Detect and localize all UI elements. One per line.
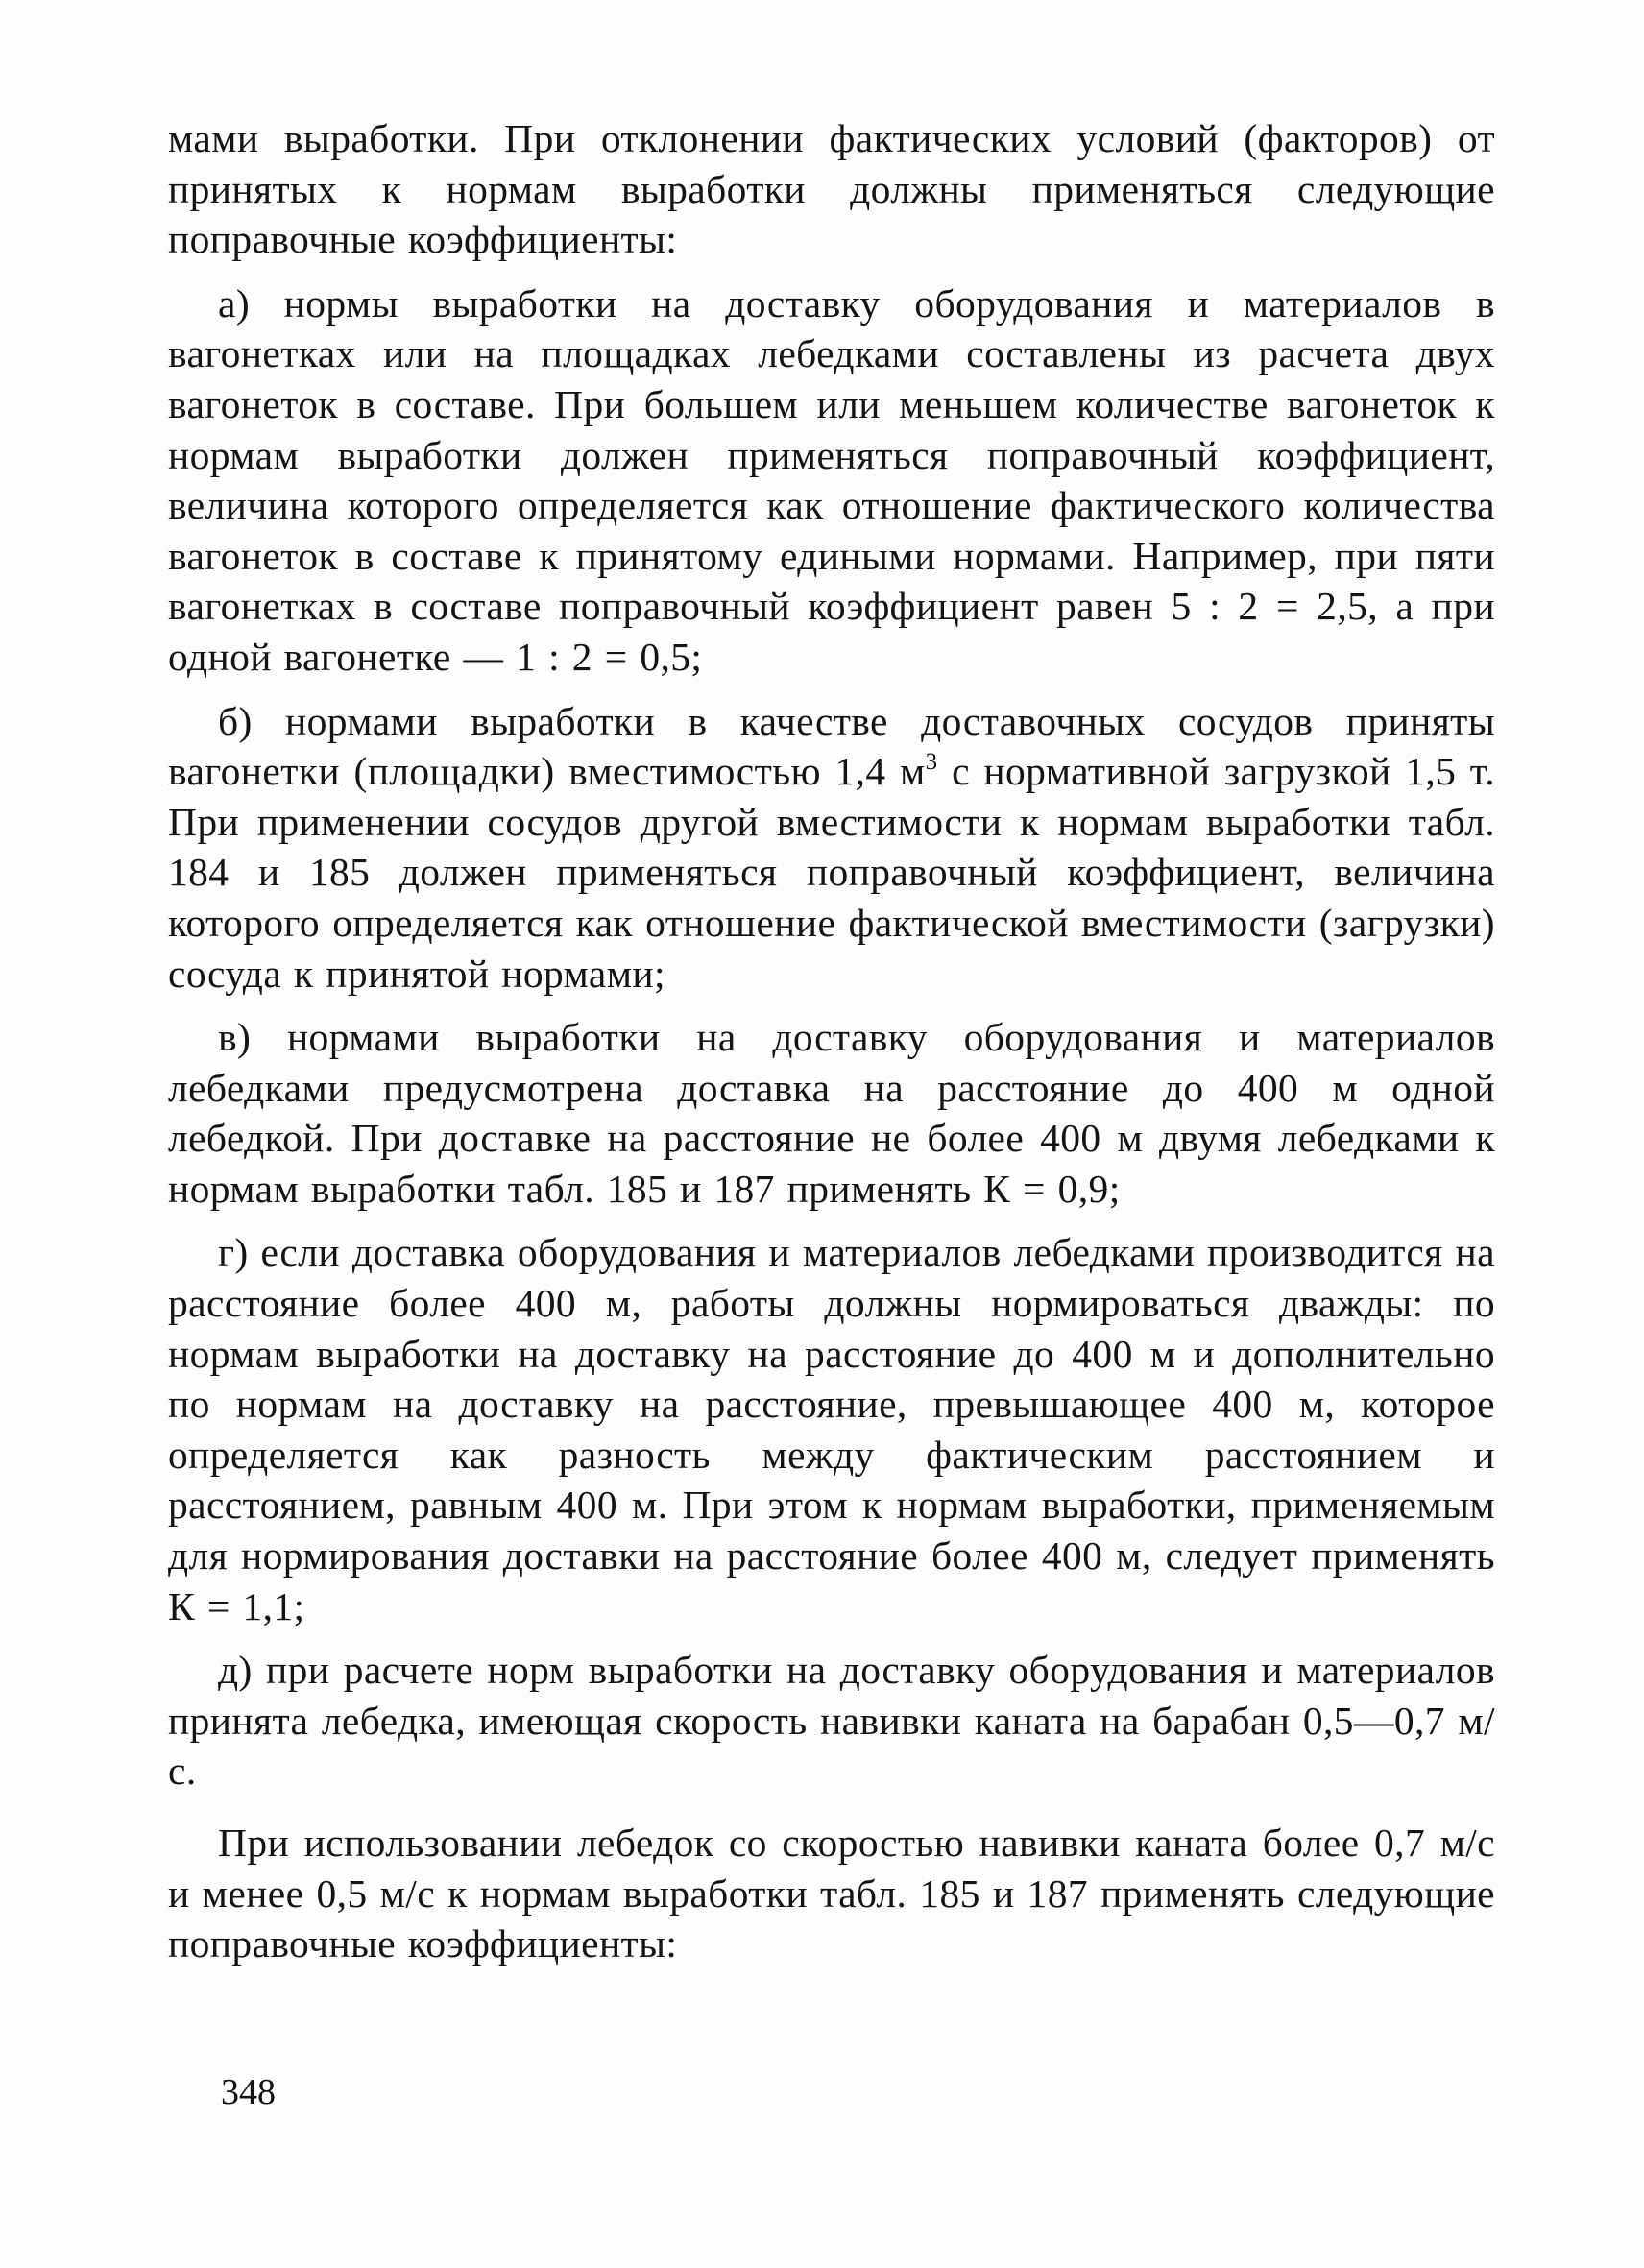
list-item-b xyxy=(168,696,1495,1000)
closing-paragraph: При использовании лебедок со скоростью навивки каната более 0,7 м/с и менее 0,5 м/с к нормам выработки табл. 185 и 187 применять следующие поправочные коэффициенты: xyxy=(168,1821,1495,1966)
list-item-d: д) при расчете норм выработки на доставку оборудования и материалов принята лебедка, имеющая скорость навивки каната на барабан 0,5—0,7 м/с. xyxy=(168,1648,1495,1794)
list-item-a: а) нормы выработки на доставку оборудования и материалов в вагонетках или на площадках лебедками составлены из расчета двух вагонеток в составе. При большем или меньшем количестве вагонеток к нормам выработки должен применяться поправочный коэффициент, величина которого определяется как отношение фактического количества вагонеток в составе к принятому едиными нормами. Например, при пяти вагонетках в составе поправочный коэффициент равен 5 : 2 = 2,5, а при одной вагонетке — 1 : 2 = 0,5; xyxy=(168,280,1495,679)
cubic-superscript: 3 xyxy=(925,748,938,775)
page-number: 348 xyxy=(221,2072,276,2112)
intro-paragraph: мами выработки. При отклонении фактических условий (факторов) от принятых к нормам выработки должны применяться следующие поправочные коэффициенты: xyxy=(168,116,1495,262)
list-item-b-text-before: б) нормами выработки в качестве доставочных сосудов приняты вагонетки (площадки) вместимостью 1,4 м xyxy=(168,698,1495,794)
list-item-b-text-after: с нормативной загрузкой 1,5 т. При применении сосудов другой вместимости к нормам выработки табл. 184 и 185 должен применяться поправочный коэффициент, величина которого определяется как отношение фактической вместимости (загрузки) сосуда к принятой нормами; xyxy=(168,749,1495,996)
list-item-g: г) если доставка оборудования и материалов лебедками производится на расстояние более 400 м, работы должны нормироваться дважды: по нормам выработки на доставку на расстояние до 400 м и дополнительно по нормам на доставку на расстояние, превышающее 400 м, которое определяется как разность между фактическим расстоянием и расстоянием, равным 400 м. При этом к нормам выработки, применяемым для нормирования доставки на расстояние более 400 м, следует применять К = 1,1; xyxy=(168,1230,1495,1629)
list-item-v: в) нормами выработки на доставку оборудования и материалов лебедками предусмотрена доставка на расстояние до 400 м одной лебедкой. При доставке на расстояние не более 400 м двумя лебедками к нормам выработки табл. 185 и 187 применять К = 0,9; xyxy=(168,1015,1495,1211)
body-text xyxy=(168,113,1495,1969)
